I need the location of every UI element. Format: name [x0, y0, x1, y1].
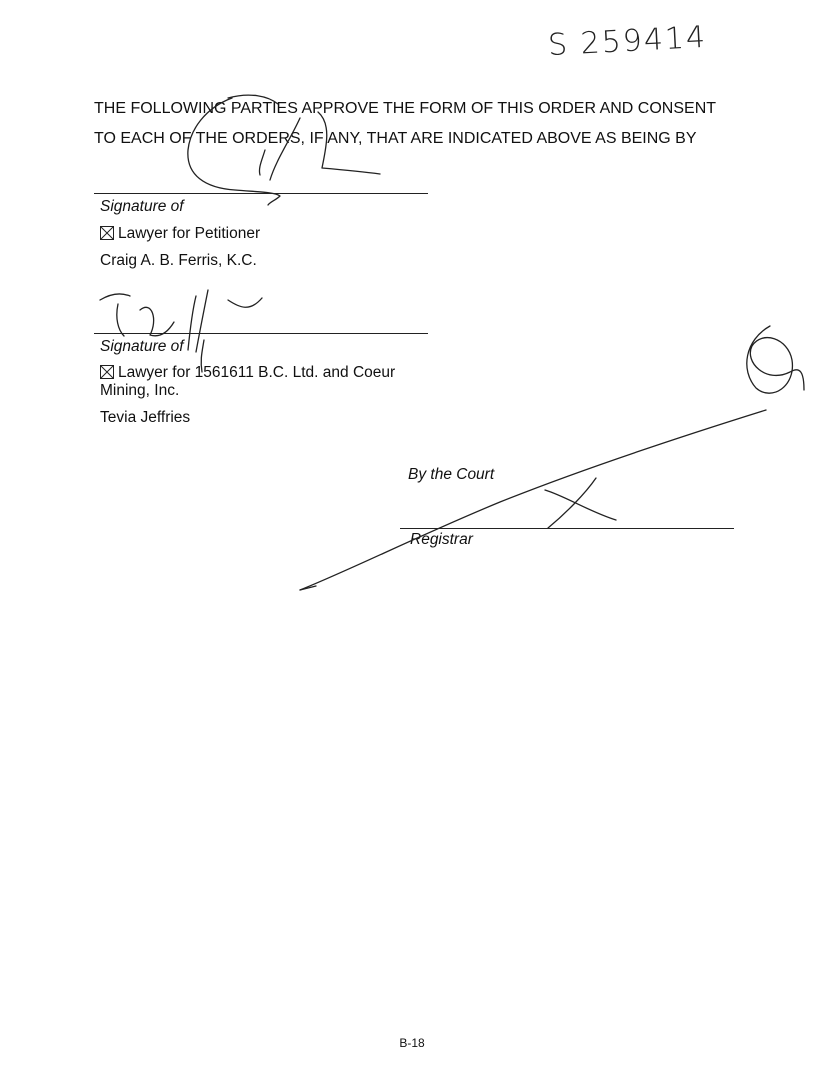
- registrar-label: Registrar: [410, 531, 473, 548]
- page-number: B-18: [399, 1036, 425, 1050]
- role-label-petitioner: Lawyer for Petitioner: [118, 225, 261, 242]
- role-respondent: [100, 364, 395, 382]
- signature-caption-petitioner: Signature of: [100, 198, 184, 215]
- signature-line-petitioner: [94, 193, 428, 194]
- registrar-strike-line: [300, 410, 766, 590]
- checked-box-icon: [100, 365, 114, 379]
- registrar-x-mark: [545, 478, 616, 528]
- signature-caption-respondent: Signature of: [100, 338, 184, 355]
- signature-mark-respondent: [100, 294, 130, 336]
- role-label-respondent-line-1: Lawyer for 1561611 B.C. Ltd. and Coeur: [118, 364, 396, 381]
- signature-line-respondent: [94, 333, 428, 334]
- consent-line-2: TO EACH OF THE ORDERS, IF ANY, THAT ARE INDICATED ABOVE AS BEING BY: [94, 130, 697, 147]
- initials-mark: [747, 326, 804, 393]
- role-petitioner: [100, 225, 260, 243]
- consent-paragraph: [94, 94, 774, 154]
- file-number: S 259414: [547, 19, 708, 64]
- lawyer-name-respondent: Tevia Jeffries: [100, 409, 191, 426]
- consent-line-1: THE FOLLOWING PARTIES APPROVE THE FORM OF THIS ORDER AND CONSENT: [94, 100, 717, 117]
- checked-box-icon: [100, 226, 114, 240]
- lawyer-name-petitioner: Craig A. B. Ferris, K.C.: [100, 252, 257, 269]
- registrar-signature-line: [400, 528, 734, 529]
- role-label-respondent-line-2: Mining, Inc.: [100, 382, 180, 399]
- by-the-court-label: By the Court: [408, 466, 495, 483]
